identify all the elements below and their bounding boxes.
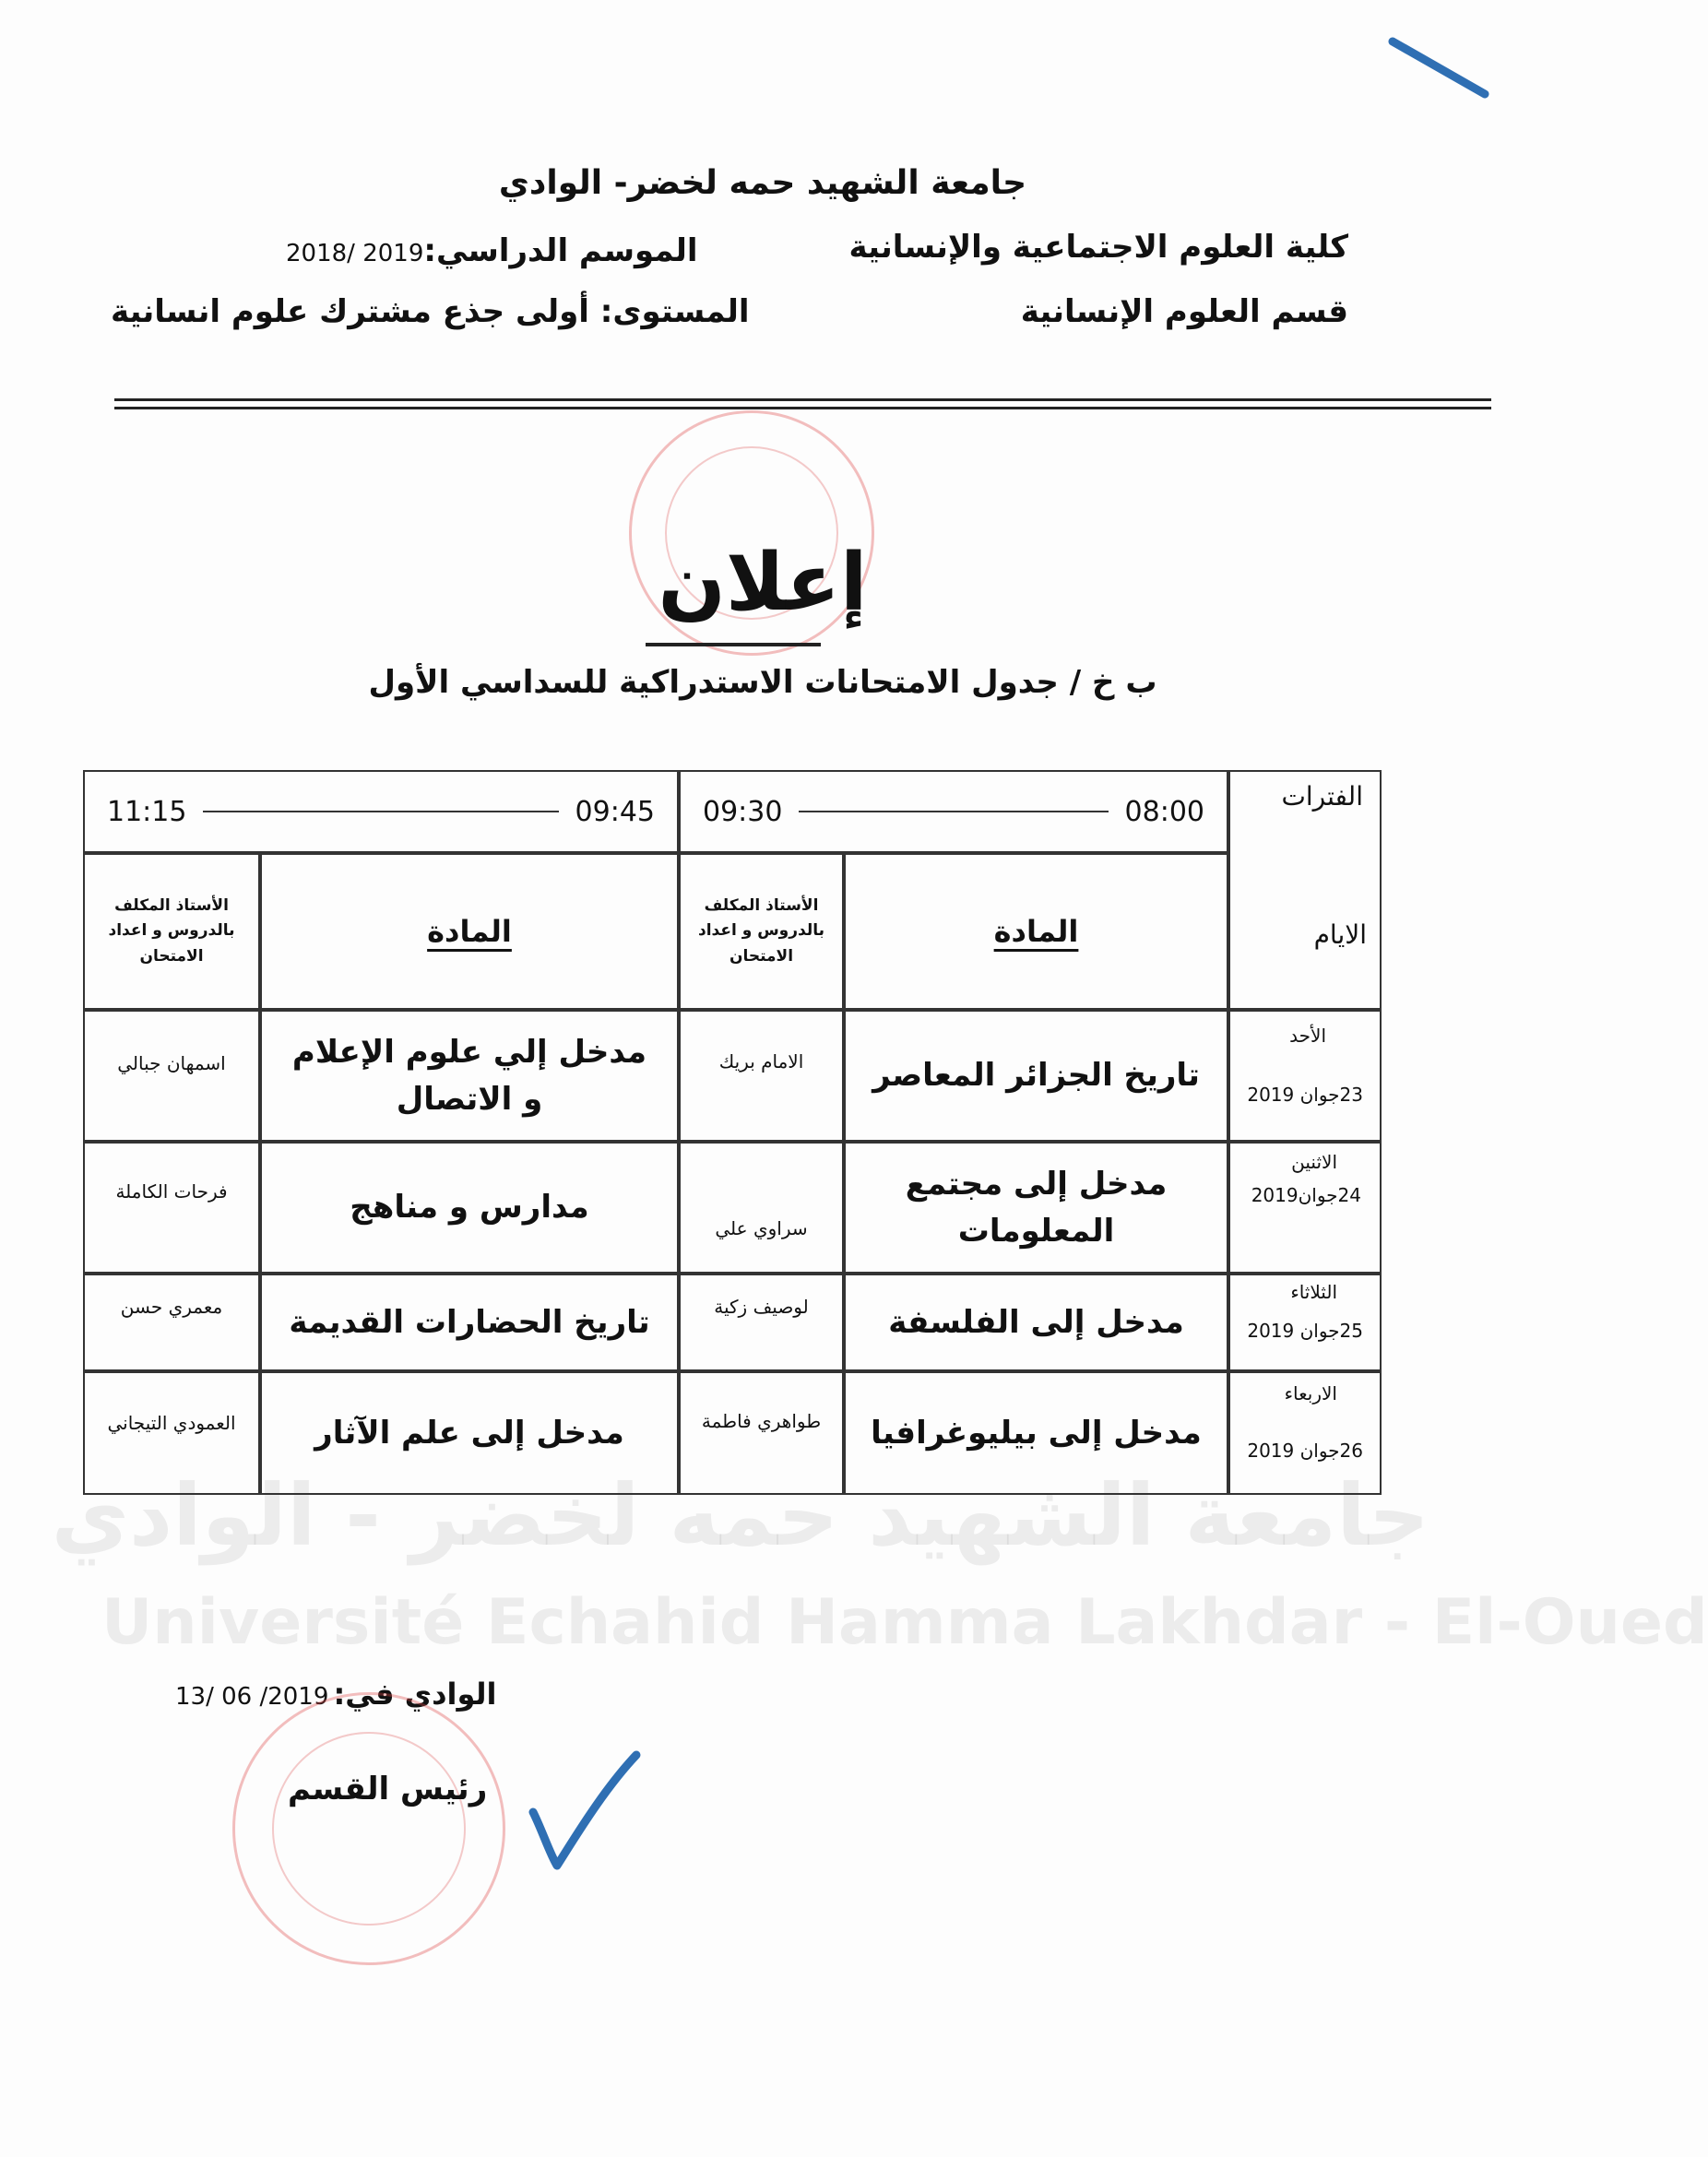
table-row-4-subject-1: مدخل إلى بيليوغرافيا <box>844 1371 1228 1495</box>
announcement-subtitle: ب خ / جدول الامتحانات الاستدراكية للسداسي الأول <box>368 664 1157 701</box>
announcement-title: إعلان <box>658 537 868 629</box>
table-row-3-subject-1: مدخل إلى الفلسفة <box>844 1274 1228 1371</box>
department-name: قسم العلوم الإنسانية <box>1020 293 1348 330</box>
table-row-1-subject-2: مدخل إلي علوم الإعلام و الاتصال <box>260 1010 679 1142</box>
row3-day: الثلاثاء <box>1290 1281 1337 1303</box>
table-row-2-prof-2: فرحات الكاملة <box>83 1142 260 1274</box>
time-slot-1 <box>679 770 1228 853</box>
faculty-name: كلية العلوم الاجتماعية والإنسانية <box>848 229 1348 266</box>
table-row-4-subject-2: مدخل إلى علم الآثار <box>260 1371 679 1495</box>
row4-date: 26جوان 2019 <box>1247 1440 1363 1462</box>
table-row-1-prof-2: اسمهان جبالي <box>83 1010 260 1142</box>
table-row-day-2 <box>1228 1142 1382 1274</box>
place-label: الوادي في: <box>333 1677 497 1712</box>
periods-days-cell <box>1228 770 1382 1010</box>
slot2-end-time: 11:15 <box>107 795 187 828</box>
row2-date: 24جوان2019 <box>1251 1184 1361 1206</box>
professor-header-1: الأستاذ المكلف بالدروس و اعداد الامتحان <box>679 853 844 1010</box>
table-row-day-4 <box>1228 1371 1382 1495</box>
slot2-range-line <box>203 811 558 812</box>
row2-day: الاثنين <box>1291 1151 1337 1173</box>
watermark-arabic: جامعة الشهيد حمه لخضر - الوادي <box>51 1466 1429 1565</box>
title-underline <box>646 643 821 646</box>
study-level <box>111 293 750 330</box>
professor-header-2: الأستاذ المكلف بالدروس و اعداد الامتحان <box>83 853 260 1010</box>
slot1-range-line <box>799 811 1108 812</box>
row1-day: الأحد <box>1289 1025 1326 1047</box>
table-row-4-prof-2: العمودي التيجاني <box>83 1371 260 1495</box>
row4-day: الاربعاء <box>1284 1382 1337 1404</box>
table-row-2-prof-1: سراوي علي <box>679 1142 844 1274</box>
slot1-start-time: 08:00 <box>1124 795 1204 828</box>
table-row-2-subject-1: مدخل إلى مجتمع المعلومات <box>844 1142 1228 1274</box>
head-of-department-title: رئيس القسم <box>288 1771 488 1807</box>
watermark-latin: Université Echahid Hamma Lakhdar - El-Oued <box>101 1586 1708 1659</box>
level-value: أولى جذع مشترك علوم انسانية <box>111 293 589 330</box>
table-row-1-subject-1: تاريخ الجزائر المعاصر <box>844 1010 1228 1142</box>
season-label: الموسم الدراسي: <box>423 232 698 269</box>
time-slot-2 <box>83 770 679 853</box>
table-row-1-prof-1: الامام بريك <box>679 1010 844 1142</box>
periods-label: الفترات <box>1281 781 1363 812</box>
signature-date: 13/ 06 /2019 <box>175 1683 329 1711</box>
subject-header-2: المادة <box>260 853 679 1010</box>
row3-date: 25جوان 2019 <box>1247 1320 1363 1342</box>
header-divider-top <box>114 398 1491 401</box>
university-name: جامعة الشهيد حمه لخضر- الوادي <box>498 164 1027 202</box>
academic-season <box>286 232 698 269</box>
table-row-day-3 <box>1228 1274 1382 1371</box>
table-row-3-prof-2: معمري حسن <box>83 1274 260 1371</box>
pen-mark-icon <box>1383 28 1503 111</box>
table-row-3-prof-1: لوصيف زكية <box>679 1274 844 1371</box>
slot1-end-time: 09:30 <box>703 795 783 828</box>
days-label: الايام <box>1313 919 1367 950</box>
official-stamp-icon <box>232 1692 505 1965</box>
row1-date: 23جوان 2019 <box>1247 1084 1363 1106</box>
checkmark-icon <box>526 1748 646 1877</box>
subject-header-1: المادة <box>844 853 1228 1010</box>
table-row-3-subject-2: تاريخ الحضارات القديمة <box>260 1274 679 1371</box>
slot2-start-time: 09:45 <box>575 795 655 828</box>
season-value: 2018/ 2019 <box>286 240 424 267</box>
table-row-4-prof-1: طواهري فاطمة <box>679 1371 844 1495</box>
table-row-day-1 <box>1228 1010 1382 1142</box>
level-label: المستوى: <box>599 293 750 330</box>
table-row-2-subject-2: مدارس و مناهج <box>260 1142 679 1274</box>
header-divider-bottom <box>114 407 1491 409</box>
